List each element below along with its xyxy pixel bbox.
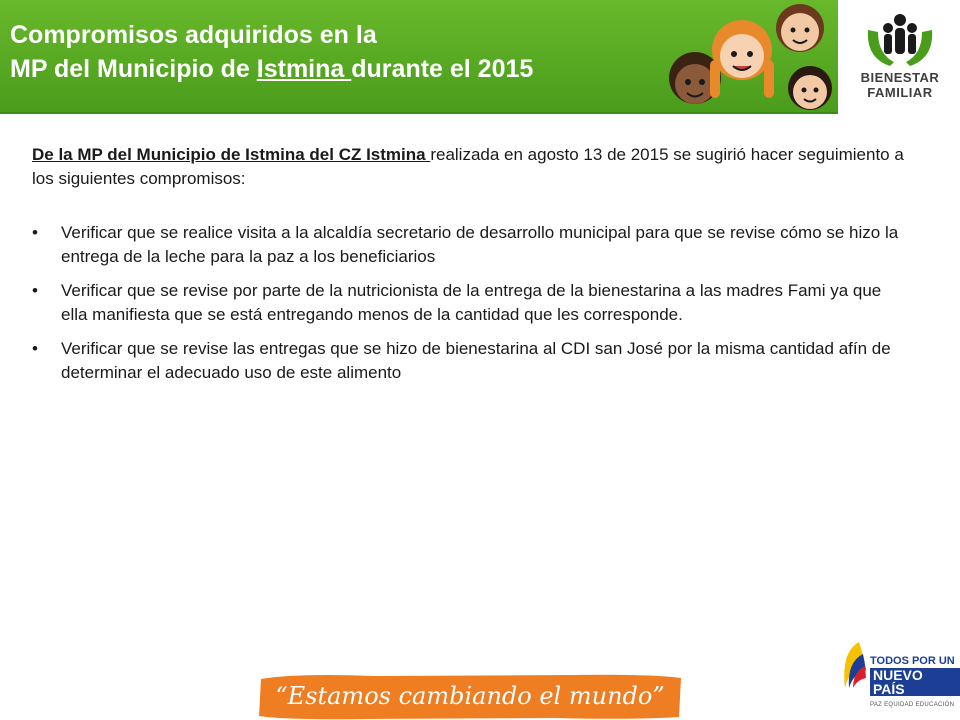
intro-bold: De la MP del Municipio de Istmina del CZ Istmina [32,145,431,164]
list-item [32,279,912,327]
logo-text-bienestar: BIENESTAR [860,70,940,85]
logo-text-familiar: FAMILIAR [867,85,933,100]
bullet-icon: • [32,223,38,242]
list-item-text: Verificar que se revise las entregas que se hizo de bienestarina al CDI san José por la misma cantidad afín de determinar el adecuado uso de este alimento [61,339,891,382]
tpn-line-1: TODOS POR UN [870,655,955,667]
family-hands-icon [840,0,960,72]
list-item [32,337,912,385]
title-municipality: Istmina [256,55,352,83]
header-divider [0,112,838,114]
bienestar-familiar-logo [840,0,960,120]
title-line-1: Compromisos adquiridos en la [10,21,377,49]
intro-paragraph [32,143,912,191]
colombia-flag-icon [835,640,867,690]
header-banner [0,0,960,120]
todos-por-un-nuevo-pais-logo [870,655,960,711]
tpn-line-2: NUEVO PAÍS [870,668,960,696]
bullet-icon: • [32,281,38,300]
children-illustration [650,0,838,112]
page-title [10,18,650,86]
list-item [32,221,912,269]
tpn-line-3: PAZ EQUIDAD EDUCACIÓN [870,702,955,708]
title-line-2-end: durante el 2015 [351,55,534,83]
commitments-list [32,221,912,385]
list-item-text: Verificar que se revise por parte de la nutricionista de la entrega de la bienestarina a las madres Fami ya que ella manifiesta que se está entregando menos de la cantidad que les corresponde. [61,281,882,324]
footer-slogan: “Estamos cambiando el mundo” [275,682,665,710]
list-item-text: Verificar que se realice visita a la alcaldía secretario de desarrollo municipal para que se revise cómo se hizo la entrega de la leche para la paz a los beneficiarios [61,223,899,266]
intro-rest: realizada en agosto 13 de 2015 se sugirió hacer seguimiento a los siguientes compromisos: [32,145,904,188]
bullet-icon: • [32,339,38,358]
main-content [32,143,912,395]
title-line-2 [10,52,650,86]
title-line-2-start: MP del Municipio de [10,55,257,83]
